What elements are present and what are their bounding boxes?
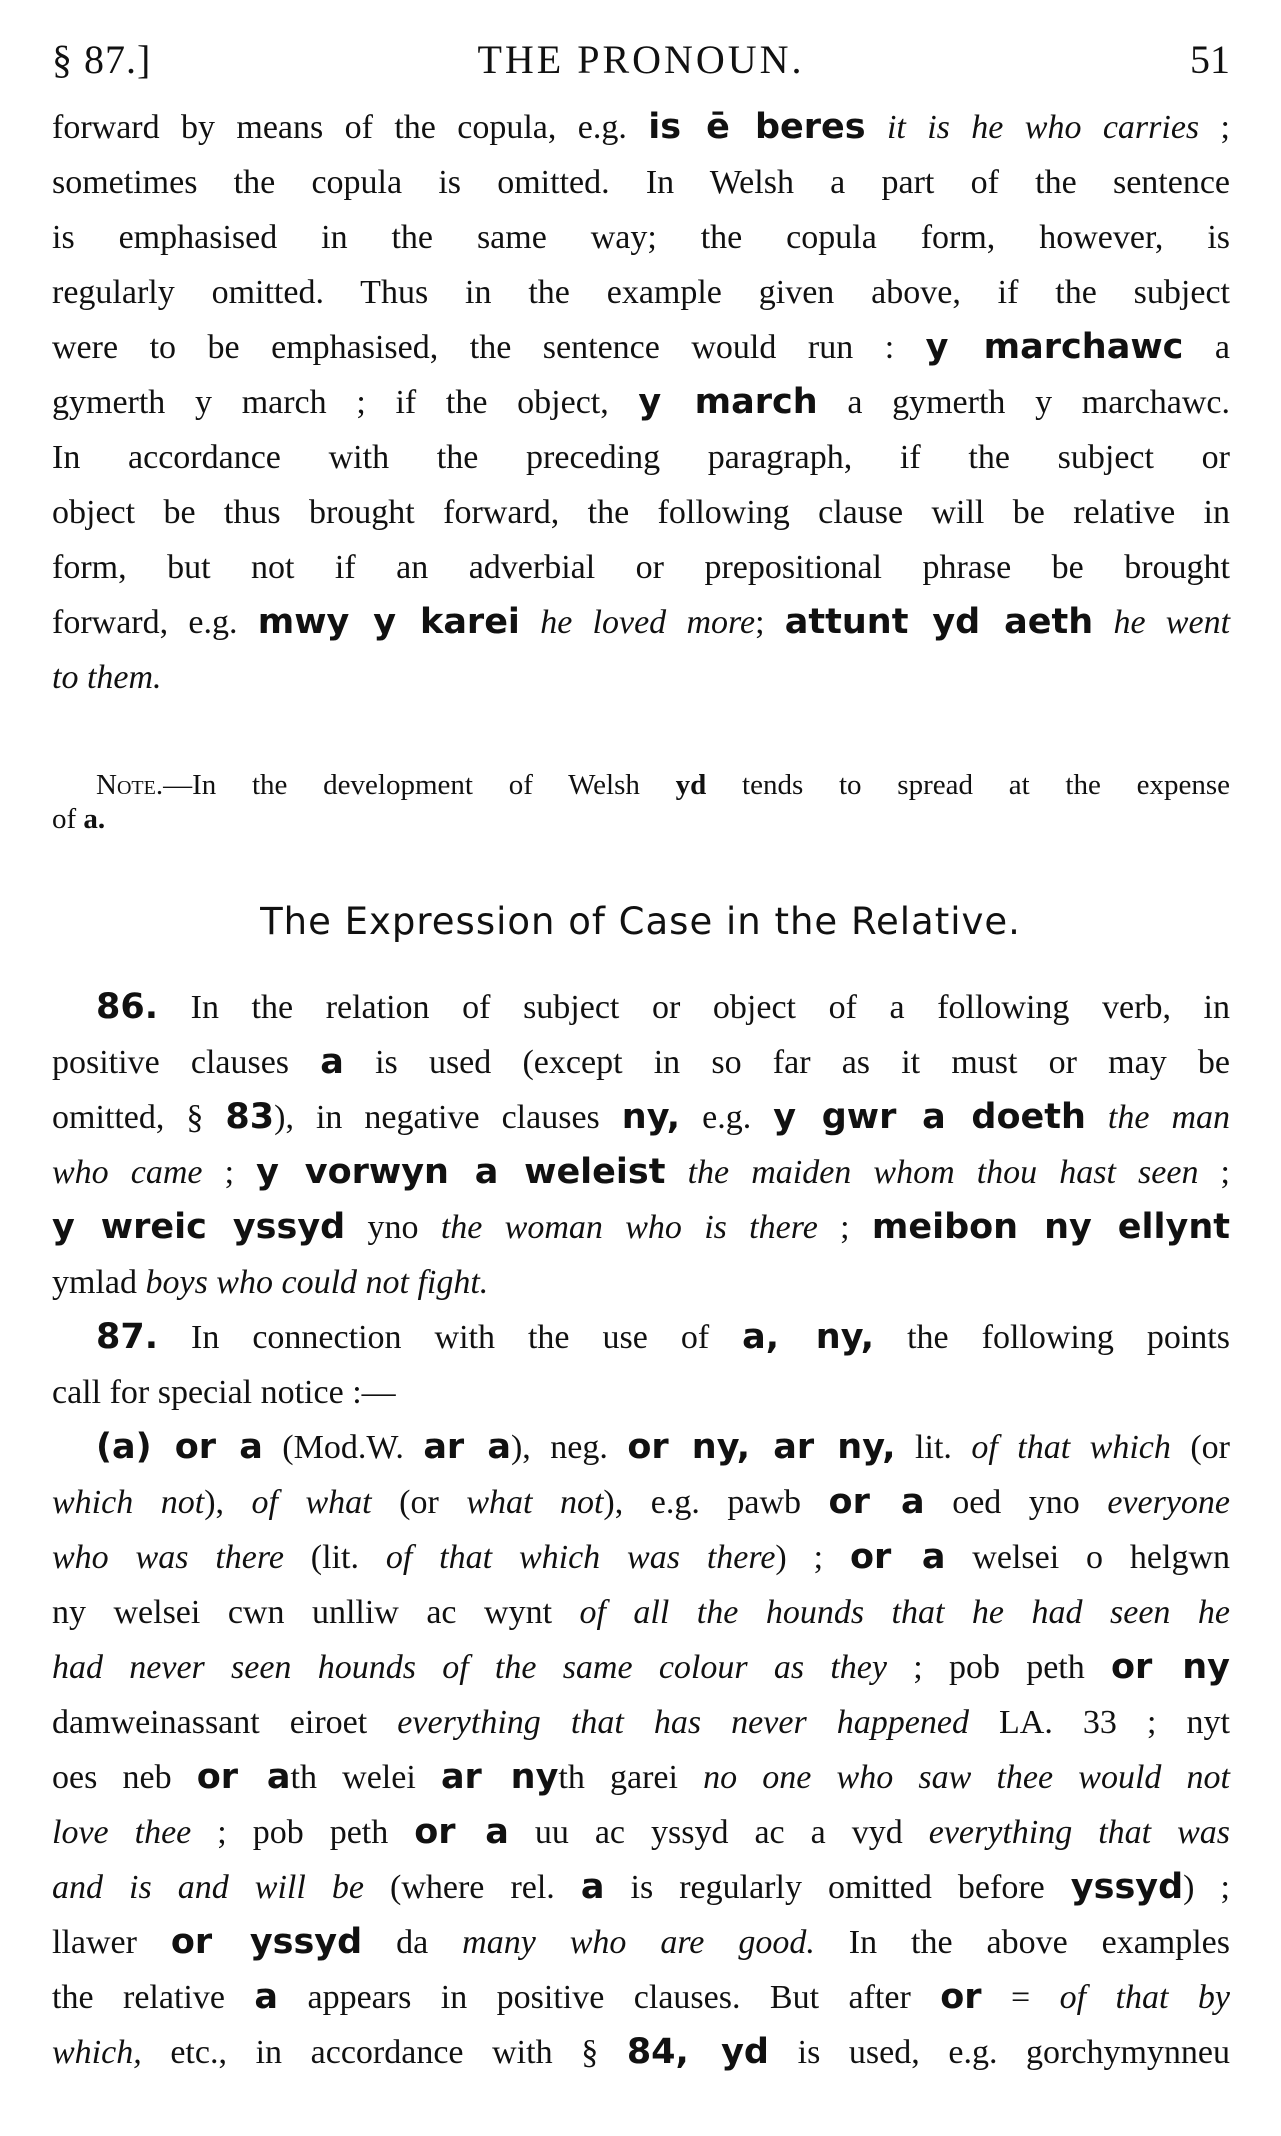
note-paragraph	[52, 768, 1230, 836]
welsh-term: a	[580, 1867, 605, 1907]
text-line	[52, 1805, 1230, 1860]
text-segment: (Mod.W.	[262, 1429, 424, 1466]
text-line	[52, 1530, 1230, 1585]
welsh-term: mwy y karei	[257, 602, 520, 642]
text-line	[52, 768, 1230, 802]
text-segment: lit.	[895, 1429, 972, 1466]
welsh-term: yssyd	[1070, 1867, 1184, 1907]
translation-text: had never seen hounds of the same colour as they	[52, 1649, 887, 1686]
paragraphs-86-87	[52, 980, 1230, 2080]
text-segment: oes neb	[52, 1759, 197, 1796]
text-line	[52, 1640, 1230, 1695]
welsh-term: yd	[675, 769, 707, 801]
text-segment: In accordance with the preceding paragraph, if the subject or	[52, 439, 1230, 476]
text-line	[52, 1860, 1230, 1915]
text-segment: ny welsei cwn unlliw ac wynt	[52, 1594, 580, 1631]
text-segment: etc., in accordance with §	[141, 2034, 627, 2071]
welsh-term: or	[940, 1977, 982, 2017]
text-line	[52, 100, 1230, 155]
translation-text: of that which	[971, 1429, 1171, 1466]
text-segment: th garei	[558, 1759, 704, 1796]
text-segment: llawer	[52, 1924, 171, 1961]
text-line	[52, 375, 1230, 430]
text-line	[52, 1585, 1230, 1640]
text-line	[52, 595, 1230, 650]
text-segment: LA. 33 ; nyt	[968, 1704, 1230, 1741]
text-segment: ) ;	[775, 1539, 850, 1576]
welsh-term: a.	[83, 803, 106, 835]
text-line	[52, 1970, 1230, 2025]
welsh-term: ny,	[621, 1097, 681, 1137]
text-line	[52, 430, 1230, 485]
welsh-term: 86.	[96, 987, 159, 1027]
paragraph-copula-emphasis	[52, 100, 1230, 705]
text-segment: ;	[1199, 109, 1230, 146]
text-segment	[1093, 604, 1113, 641]
text-segment: th welei	[290, 1759, 441, 1796]
text-line	[52, 1915, 1230, 1970]
text-segment: is regularly omitted before	[604, 1869, 1071, 1906]
text-segment: form, but not if an adverbial or prepositional phrase be brought	[52, 549, 1230, 586]
text-segment: ymlad	[52, 1264, 146, 1301]
welsh-term: or ny	[1111, 1647, 1230, 1687]
translation-text: and is and will be	[52, 1869, 364, 1906]
text-segment: ; pob peth	[886, 1649, 1112, 1686]
translation-text: he loved more	[540, 604, 756, 641]
text-segment: of	[52, 803, 84, 835]
text-segment: omitted, §	[52, 1099, 226, 1136]
text-segment: gymerth y march ; if the object,	[52, 384, 639, 421]
translation-text: of what	[251, 1484, 372, 1521]
welsh-term: (a) or a	[96, 1427, 263, 1467]
text-segment: —In the development of Welsh	[163, 769, 676, 801]
text-segment: is emphasised in the same way; the copula form, however, is	[52, 219, 1230, 256]
welsh-term: or a	[828, 1482, 925, 1522]
translation-text: everything that has never happened	[397, 1704, 969, 1741]
translation-text: which not	[52, 1484, 205, 1521]
text-segment: ), in negative clauses	[274, 1099, 622, 1136]
translation-text: the woman who is there	[440, 1209, 818, 1246]
translation-text: he went	[1113, 604, 1231, 641]
welsh-term: y march	[638, 382, 818, 422]
text-line	[52, 980, 1230, 1035]
translation-text: which,	[52, 2034, 142, 2071]
text-segment: welsei o helgwn	[945, 1539, 1231, 1576]
welsh-term: 84, yd	[626, 2032, 769, 2072]
welsh-term: 83	[225, 1097, 275, 1137]
translation-text: it is he who carries	[886, 109, 1200, 146]
text-segment: oed yno	[924, 1484, 1108, 1521]
translation-text: love thee	[52, 1814, 192, 1851]
text-line	[52, 650, 1230, 705]
text-segment: is used (except in so far as it must or may be	[343, 1044, 1231, 1081]
welsh-term: y gwr a doeth	[773, 1097, 1086, 1137]
welsh-term: or a	[196, 1757, 291, 1797]
text-segment: ;	[755, 604, 785, 641]
page-number: 51	[1190, 37, 1230, 82]
section-heading: The Expression of Case in the Relative.	[260, 900, 1021, 943]
text-segment: Note.	[96, 769, 164, 801]
text-segment: In the relation of subject or object of a following verb, in	[158, 989, 1230, 1026]
welsh-term: a, ny,	[742, 1317, 875, 1357]
welsh-term: ar a	[423, 1427, 511, 1467]
text-segment: ; pob peth	[191, 1814, 415, 1851]
welsh-term: a	[254, 1977, 279, 2017]
translation-text: of all the hounds that he had seen he	[579, 1594, 1230, 1631]
text-segment	[665, 1154, 687, 1191]
welsh-term: attunt yd aeth	[784, 602, 1094, 642]
translation-text: who came	[52, 1154, 203, 1191]
text-segment: forward, e.g.	[52, 604, 258, 641]
text-segment: tends to spread at the expense	[706, 769, 1230, 801]
text-line	[52, 1365, 1230, 1420]
text-segment: regularly omitted. Thus in the example given above, if the subject	[52, 274, 1230, 311]
text-line	[52, 1145, 1230, 1200]
translation-text: the man	[1107, 1099, 1231, 1136]
text-line	[52, 265, 1230, 320]
text-line	[52, 802, 1230, 836]
text-segment	[520, 604, 540, 641]
text-line	[52, 1255, 1230, 1310]
text-segment: appears in positive clauses. But after	[278, 1979, 941, 2016]
text-line	[52, 1750, 1230, 1805]
translation-text: of that by	[1059, 1979, 1230, 2016]
text-segment: In connection with the use of	[158, 1319, 743, 1356]
text-line	[52, 1695, 1230, 1750]
translation-text: to them.	[52, 659, 162, 696]
text-segment: In the above examples	[814, 1924, 1231, 1961]
welsh-term: or ny, ar ny,	[627, 1427, 896, 1467]
text-segment: (where rel.	[363, 1869, 581, 1906]
text-segment: ;	[202, 1154, 257, 1191]
text-line	[52, 320, 1230, 375]
welsh-term: y vorwyn a weleist	[256, 1152, 666, 1192]
welsh-term: or yssyd	[170, 1922, 363, 1962]
translation-text: the maiden whom thou hast seen	[687, 1154, 1199, 1191]
text-segment: da	[362, 1924, 463, 1961]
text-line	[52, 540, 1230, 595]
text-segment: =	[981, 1979, 1060, 2016]
welsh-term: meibon ny ellynt	[871, 1207, 1230, 1247]
text-segment: a	[1183, 329, 1231, 366]
text-segment: uu ac yssyd ac a vyd	[508, 1814, 929, 1851]
welsh-term: 87.	[96, 1317, 159, 1357]
text-line	[52, 1420, 1230, 1475]
text-line	[52, 2025, 1230, 2080]
text-segment: ;	[817, 1209, 872, 1246]
welsh-term: or a	[414, 1812, 509, 1852]
welsh-term: a	[320, 1042, 344, 1082]
text-line	[52, 1475, 1230, 1530]
text-segment: (lit.	[283, 1539, 386, 1576]
text-line	[52, 1090, 1230, 1145]
chapter-title: THE PRONOUN.	[477, 37, 805, 82]
translation-text: many who are good.	[462, 1924, 815, 1961]
translation-text: boys who could not fight.	[145, 1264, 489, 1301]
text-line	[52, 485, 1230, 540]
translation-text: who was there	[52, 1539, 284, 1576]
text-segment: were to be emphasised, the sentence would run :	[52, 329, 926, 366]
text-segment: is used, e.g. gorchymynneu	[769, 2034, 1231, 2071]
welsh-term: ar ny	[440, 1757, 559, 1797]
text-segment: e.g.	[680, 1099, 774, 1136]
translation-text: what not	[466, 1484, 604, 1521]
text-segment: ), e.g. pawb	[603, 1484, 829, 1521]
translation-text: no one who saw thee would not	[703, 1759, 1231, 1796]
section-reference: § 87.]	[52, 37, 152, 82]
text-segment: the following points	[874, 1319, 1230, 1356]
welsh-term: y wreic yssyd	[52, 1207, 346, 1247]
text-segment: yno	[345, 1209, 441, 1246]
text-segment: sometimes the copula is omitted. In Welsh a part of the sentence	[52, 164, 1230, 201]
text-segment: damweinassant eiroet	[52, 1704, 398, 1741]
text-segment: call for special notice :—	[52, 1374, 396, 1411]
text-segment: forward by means of the copula, e.g.	[52, 109, 649, 146]
text-segment: the relative	[52, 1979, 255, 2016]
translation-text: everyone	[1107, 1484, 1231, 1521]
text-line	[52, 1310, 1230, 1365]
text-line	[52, 1035, 1230, 1090]
text-segment	[866, 109, 887, 146]
text-segment: object be thus brought forward, the following clause will be relative in	[52, 494, 1230, 531]
text-segment: ) ;	[1183, 1869, 1230, 1906]
text-line	[52, 210, 1230, 265]
text-line	[52, 1200, 1230, 1255]
text-segment: ), neg.	[510, 1429, 628, 1466]
translation-text: everything that was	[928, 1814, 1231, 1851]
text-segment: (or	[371, 1484, 467, 1521]
text-segment: positive clauses	[52, 1044, 321, 1081]
text-segment: a gymerth y marchawc.	[817, 384, 1230, 421]
translation-text: of that which was there	[385, 1539, 776, 1576]
text-segment	[1086, 1099, 1108, 1136]
text-segment: ;	[1198, 1154, 1230, 1191]
welsh-term: or a	[849, 1537, 946, 1577]
text-line	[52, 155, 1230, 210]
running-header	[52, 36, 1230, 96]
welsh-term: is ē beres	[648, 107, 866, 147]
text-segment: (or	[1170, 1429, 1230, 1466]
text-segment: ),	[204, 1484, 252, 1521]
welsh-term: y marchawc	[925, 327, 1184, 367]
